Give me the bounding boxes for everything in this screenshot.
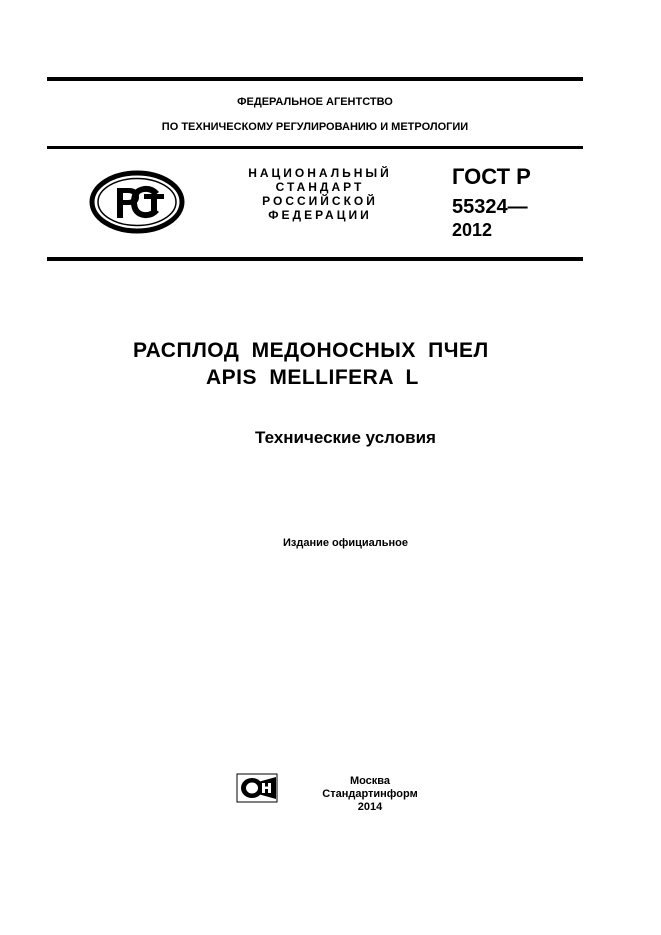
national-line-3: РОССИЙСКОЙ xyxy=(262,194,378,208)
bottom-rule xyxy=(47,257,583,261)
national-line-1: НАЦИОНАЛЬНЫЙ xyxy=(248,166,392,180)
publisher-year: 2014 xyxy=(357,801,383,813)
edition-label: Издание официальное xyxy=(282,537,409,549)
document-title-line-1: РАСПЛОД МЕДОНОСНЫХ ПЧЕЛ xyxy=(133,339,489,362)
gost-code-line-2: 55324— xyxy=(452,196,528,218)
publisher-city: Москва xyxy=(349,775,391,787)
top-rule xyxy=(47,77,583,81)
agency-line-1: ФЕДЕРАЛЬНОЕ АГЕНТСТВО xyxy=(237,96,393,108)
document-subtitle: Технические условия xyxy=(255,428,436,447)
national-line-2: СТАНДАРТ xyxy=(275,180,365,194)
gost-code-line-1: ГОСТ Р xyxy=(452,164,531,189)
national-standard-label xyxy=(222,166,418,222)
publisher-name: Стандартинформ xyxy=(322,788,418,800)
standartinform-logo-icon xyxy=(236,773,278,803)
agency-line-2: ПО ТЕХНИЧЕСКОМУ РЕГУЛИРОВАНИЮ И МЕТРОЛОГИИ xyxy=(161,121,469,133)
gost-r-emblem-icon xyxy=(89,170,185,234)
document-title-line-2: APIS MELLIFERA L xyxy=(206,366,419,389)
national-line-4: ФЕДЕРАЦИИ xyxy=(268,208,372,222)
middle-rule xyxy=(47,146,583,149)
gost-code-line-3: 2012 xyxy=(452,220,493,240)
publisher-info xyxy=(305,775,435,814)
